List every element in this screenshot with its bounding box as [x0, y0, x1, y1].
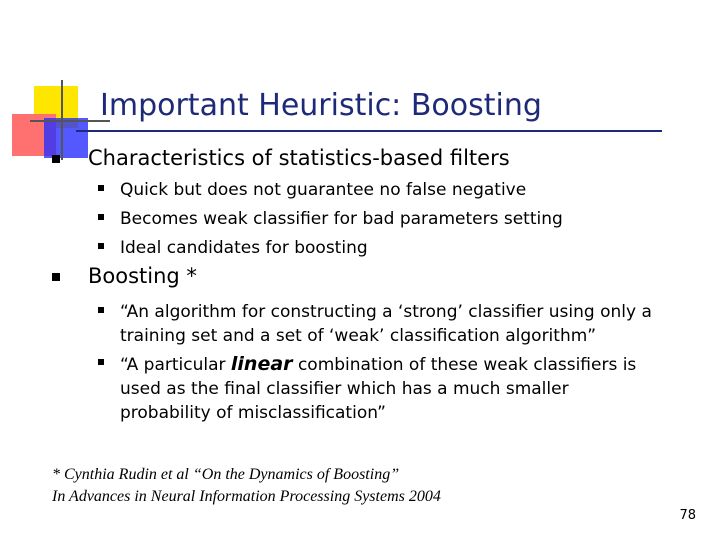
square-bullet-icon	[98, 243, 104, 249]
title-divider	[76, 130, 662, 132]
bullet-text: Characteristics of statistics-based filters	[88, 146, 510, 170]
sub-bullet-text: “An algorithm for constructing a ‘strong’ classifier using only a training set and a set of ‘weak’ classification algorithm”	[120, 302, 652, 346]
sub-bullet-text: Quick but does not guarantee no false negative	[120, 180, 527, 200]
square-bullet-icon	[52, 155, 60, 163]
square-bullet-icon	[98, 307, 104, 313]
reference-line-2: In Advances in Neural Information Processing Systems 2004	[52, 488, 441, 505]
sub-bullet-text: Becomes weak classifier for bad parameters setting	[120, 209, 563, 229]
sub-bullet-emphasis: linear	[230, 353, 293, 375]
sub-bullet-text-before: “A particular	[120, 355, 226, 375]
square-bullet-icon	[52, 273, 60, 281]
square-bullet-icon	[98, 214, 104, 220]
slide-logo-decoration	[0, 0, 120, 170]
sub-bullet-text-after: combination of these weak classifiers is used as the final classifier which has a much smaller probability of misclassification”	[120, 355, 637, 423]
slide-title: Important Heuristic: Boosting	[100, 88, 542, 123]
logo-horizontal-line	[30, 120, 110, 122]
reference-citation	[52, 464, 441, 508]
reference-line-1: * Cynthia Rudin et al “On the Dynamics of Boosting”	[52, 466, 400, 483]
logo-blue-square	[44, 118, 88, 158]
square-bullet-icon	[98, 185, 104, 191]
bullet-text: Boosting *	[88, 264, 197, 288]
square-bullet-icon	[98, 359, 104, 365]
sub-bullet-text	[120, 352, 658, 425]
page-number: 78	[679, 508, 696, 523]
sub-bullet-text: Ideal candidates for boosting	[120, 238, 368, 258]
